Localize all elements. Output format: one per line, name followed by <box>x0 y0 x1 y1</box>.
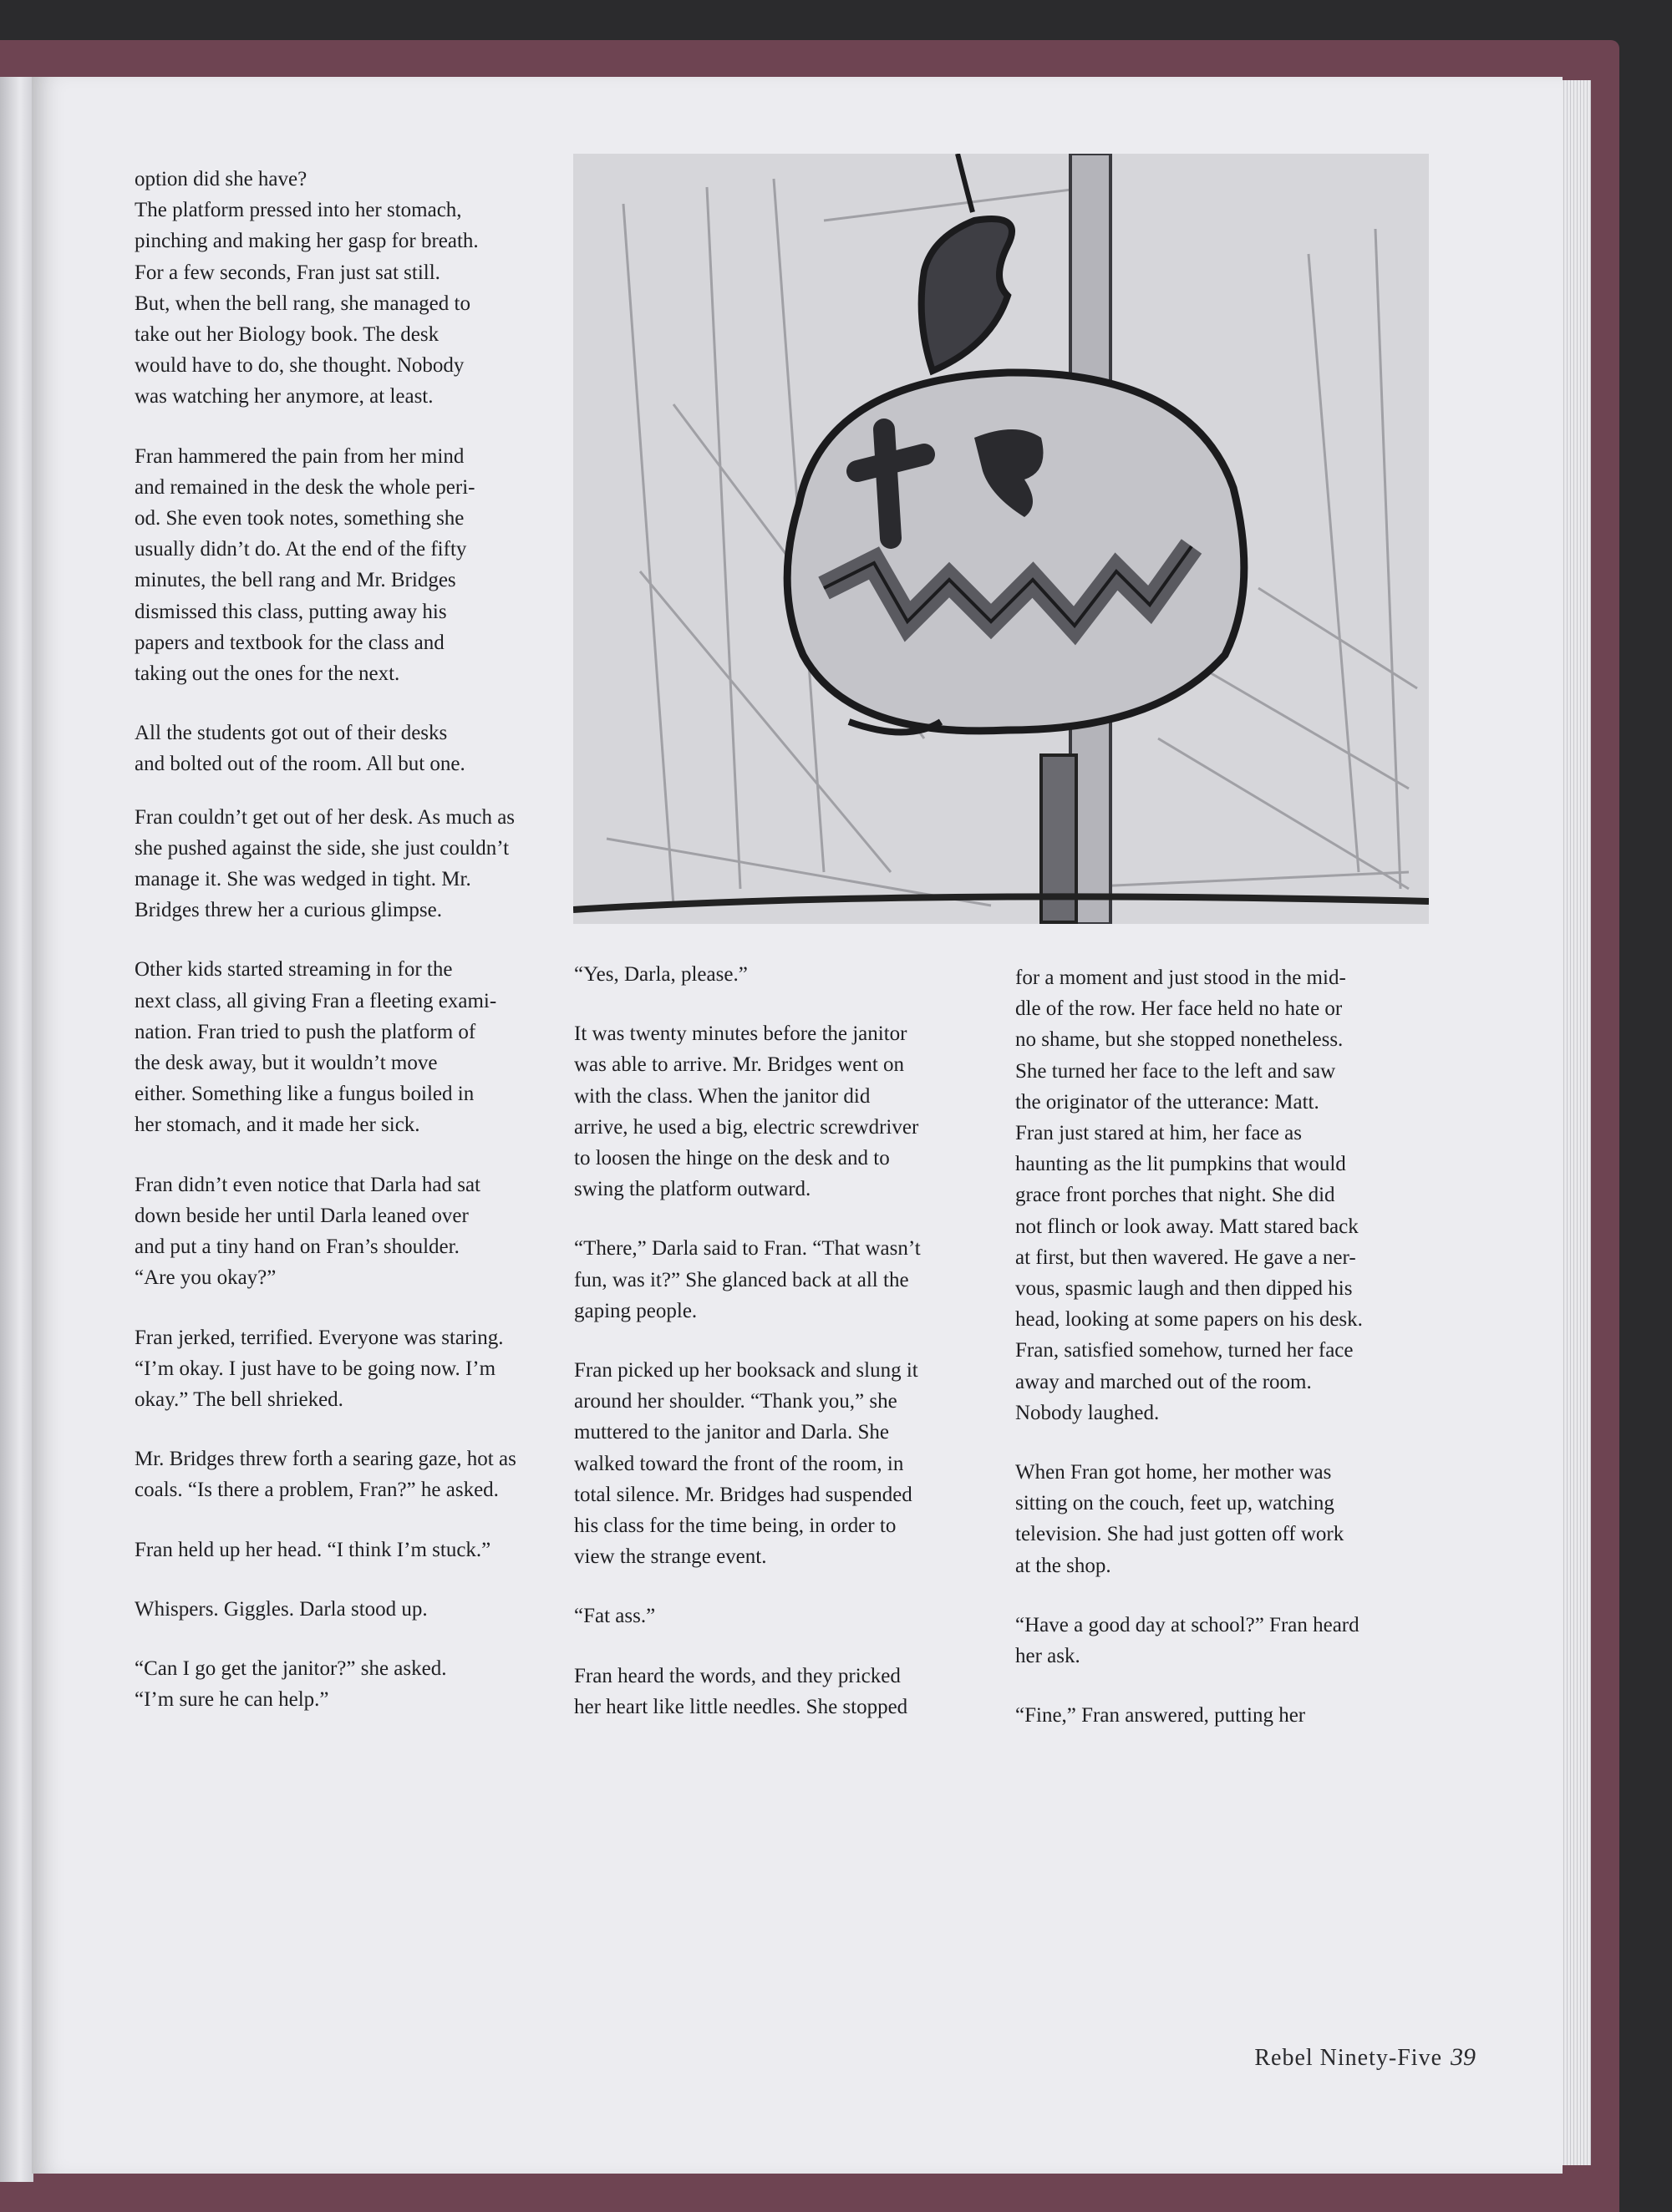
paragraph: Fran hammered the pain from her mind and remained in the desk the whole peri- od. She even took notes, something she usually didn’t do. At the end of the fifty minutes, the bell rang and Mr. Bridges dismissed this class, putting away his papers and textbook for the class and taking out the ones for the next. <box>135 444 475 686</box>
paragraph: All the students got out of their desks and bolted out of the room. All but one. <box>135 722 465 776</box>
paragraph: option did she have? The platform pressed into her stomach, pinching and making her gasp for breath. For a few seconds, Fran just sat still. But, when the bell rang, she managed to take out her Biology book. The desk would have to do, she thought. Nobody was watching her anymore, at least. <box>135 168 479 408</box>
paragraph: for a moment and just stood in the mid- dle of the row. Her face held no hate or no shame, but she stopped nonetheless. She turned her face to the left and saw the originator of the utterance: Matt. Fran just stared at him, her face as haunting as the lit pumpkins that would grace front porches that night. She did not flinch or look away. Matt stared back at first, but then wavered. He gave a ner- vous, spasmic laugh and then dipped his head, looking at some papers on his desk. Fran, satisfied somehow, turned her face away and marched out of the room. Nobody laughed. <box>1015 966 1363 1424</box>
paragraph: “There,” Darla said to Fran. “That wasn’t fun, was it?” She glanced back at all the gaping people. <box>574 1237 921 1322</box>
paragraph: “Can I go get the janitor?” she asked. “I’m sure he can help.” <box>135 1656 447 1712</box>
paragraph: “Fat ass.” <box>574 1605 656 1628</box>
paragraph: Fran couldn’t get out of her desk. As much as she pushed against the side, she just couldn’t manage it. She was wedged in tight. Mr. Bridges threw her a curious glimpse. <box>135 805 516 922</box>
paragraph: “Yes, Darla, please.” <box>574 963 748 986</box>
running-footer-title: Rebel Ninety-Five <box>1254 2045 1442 2071</box>
paragraph: When Fran got home, her mother was sitting on the couch, feet up, watching television. She had just gotten off work at the shop. <box>1015 1461 1344 1577</box>
pumpkin-illustration <box>573 154 1429 924</box>
paragraph: Fran held up her head. “I think I’m stuck.” <box>135 1538 491 1561</box>
paragraph: Other kids started streaming in for the next class, all giving Fran a fleeting exami- nation. Fran tried to push the platform of the desk away, but it wouldn’t move either. Something like a fungus boiled in her stomach, and it made her sick. <box>135 958 497 1137</box>
text-column-3 <box>1015 962 1466 1759</box>
paragraph: “Have a good day at school?” Fran heard her ask. <box>1015 1613 1359 1668</box>
paragraph: Fran didn’t even notice that Darla had sat down beside her until Darla leaned over and put a tiny hand on Fran’s shoulder. “Are you okay?” <box>135 1173 480 1290</box>
text-column-1 <box>135 164 569 1743</box>
paragraph: Whispers. Giggles. Darla stood up. <box>135 1597 428 1621</box>
paragraph: Mr. Bridges threw forth a searing gaze, hot as coals. “Is there a problem, Fran?” he asked. <box>135 1448 516 1502</box>
paragraph: “Fine,” Fran answered, putting her <box>1015 1704 1306 1727</box>
pumpkin-drawing <box>573 154 1429 924</box>
paragraph: Fran picked up her booksack and slung it around her shoulder. “Thank you,” she muttered to the janitor and Darla. She walked toward the front of the room, in total silence. Mr. Bridges had suspended his class for the time being, in order to view the strange event. <box>574 1359 918 1569</box>
paragraph: Fran heard the words, and they pricked her heart like little needles. She stopped <box>574 1664 908 1718</box>
page-number: 39 <box>1451 2043 1476 2071</box>
paragraph: Fran jerked, terrified. Everyone was staring. “I’m okay. I just have to be going now. I’m okay.” The bell shrieked. <box>135 1326 504 1411</box>
text-column-2 <box>574 959 1009 1751</box>
paragraph: It was twenty minutes before the janitor was able to arrive. Mr. Bridges went on with the class. When the janitor did arrive, he used a big, electric screwdriver to loosen the hinge on the desk and to swing the platform outward. <box>574 1022 919 1201</box>
left-page-edge <box>0 77 33 2182</box>
